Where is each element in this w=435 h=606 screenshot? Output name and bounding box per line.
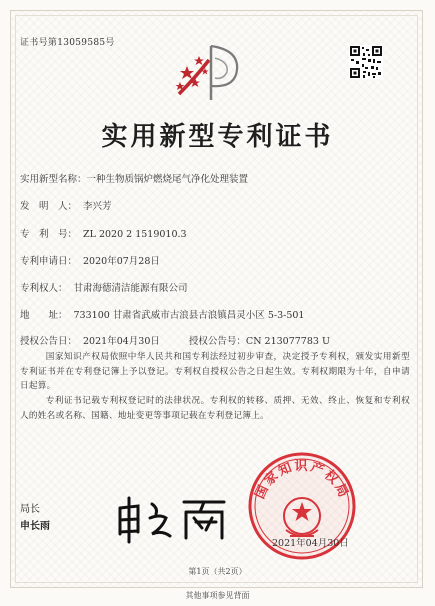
cnipa-logo-icon [165,38,245,108]
page-number: 第1页（共2页） [188,567,247,576]
field-label: 实用新型名称： [20,174,87,185]
field-value: 733100 甘肃省武威市古浪县古浪镇昌灵小区 5-3-501 [73,310,305,321]
field-value: ZL 2020 2 1519010.3 [83,229,187,240]
field-value: 李兴芳 [83,201,112,212]
footer-note: 其他事项参见背面 [185,591,250,600]
address-row [20,307,304,321]
seal-text: 国家知识产权局 [252,459,352,502]
qr-code-icon[interactable] [349,45,383,79]
inventor-row [20,198,112,212]
patent-number-row [20,226,187,240]
field-label: 授权公告日： [20,336,78,347]
field-label: 授权公告号： [188,336,246,347]
grant-row [20,333,330,347]
signatory-title: 局长 [20,504,40,515]
field-value: 甘肃海德清洁能源有限公司 [73,283,188,294]
patentee-row [20,280,188,294]
utility-model-name-row [20,171,248,185]
field-label: 专利申请日： [20,256,78,267]
field-label: 地 址： [20,310,68,321]
field-label: 专 利 号： [20,229,78,240]
legal-paragraph-2: 专利证书记载专利权登记时的法律状况。专利权的转移、质押、无效、终止、恢复和专利权人的姓名或名称、国籍、地址变更等事项记载在专利登记簿上。 [20,396,410,421]
seal-date: 2021年04月30日 [272,538,349,549]
field-value: 2021年04月30日 [83,336,160,347]
signatory-name: 申长雨 [20,521,50,532]
handwritten-signature [112,494,232,544]
field-value: 一种生物质锅炉燃烧尾气净化处理装置 [86,174,249,185]
field-label: 发 明 人： [20,201,78,212]
field-value: 2020年07月28日 [83,256,160,267]
certificate-title: 实用新型专利证书 [101,122,334,152]
legal-paragraph-1: 国家知识产权局依照中华人民共和国专利法经过初步审查，决定授予专利权，颁发实用新型专利证书并在专利登记簿上予以登记。专利权自授权公告之日起生效。专利权期限为十年，自申请日起算。 [20,352,410,391]
certificate-number: 证书号第13059585号 [20,38,115,48]
field-value: CN 213077783 U [245,336,330,347]
field-label: 专利权人： [20,283,68,294]
filing-date-row [20,253,160,267]
